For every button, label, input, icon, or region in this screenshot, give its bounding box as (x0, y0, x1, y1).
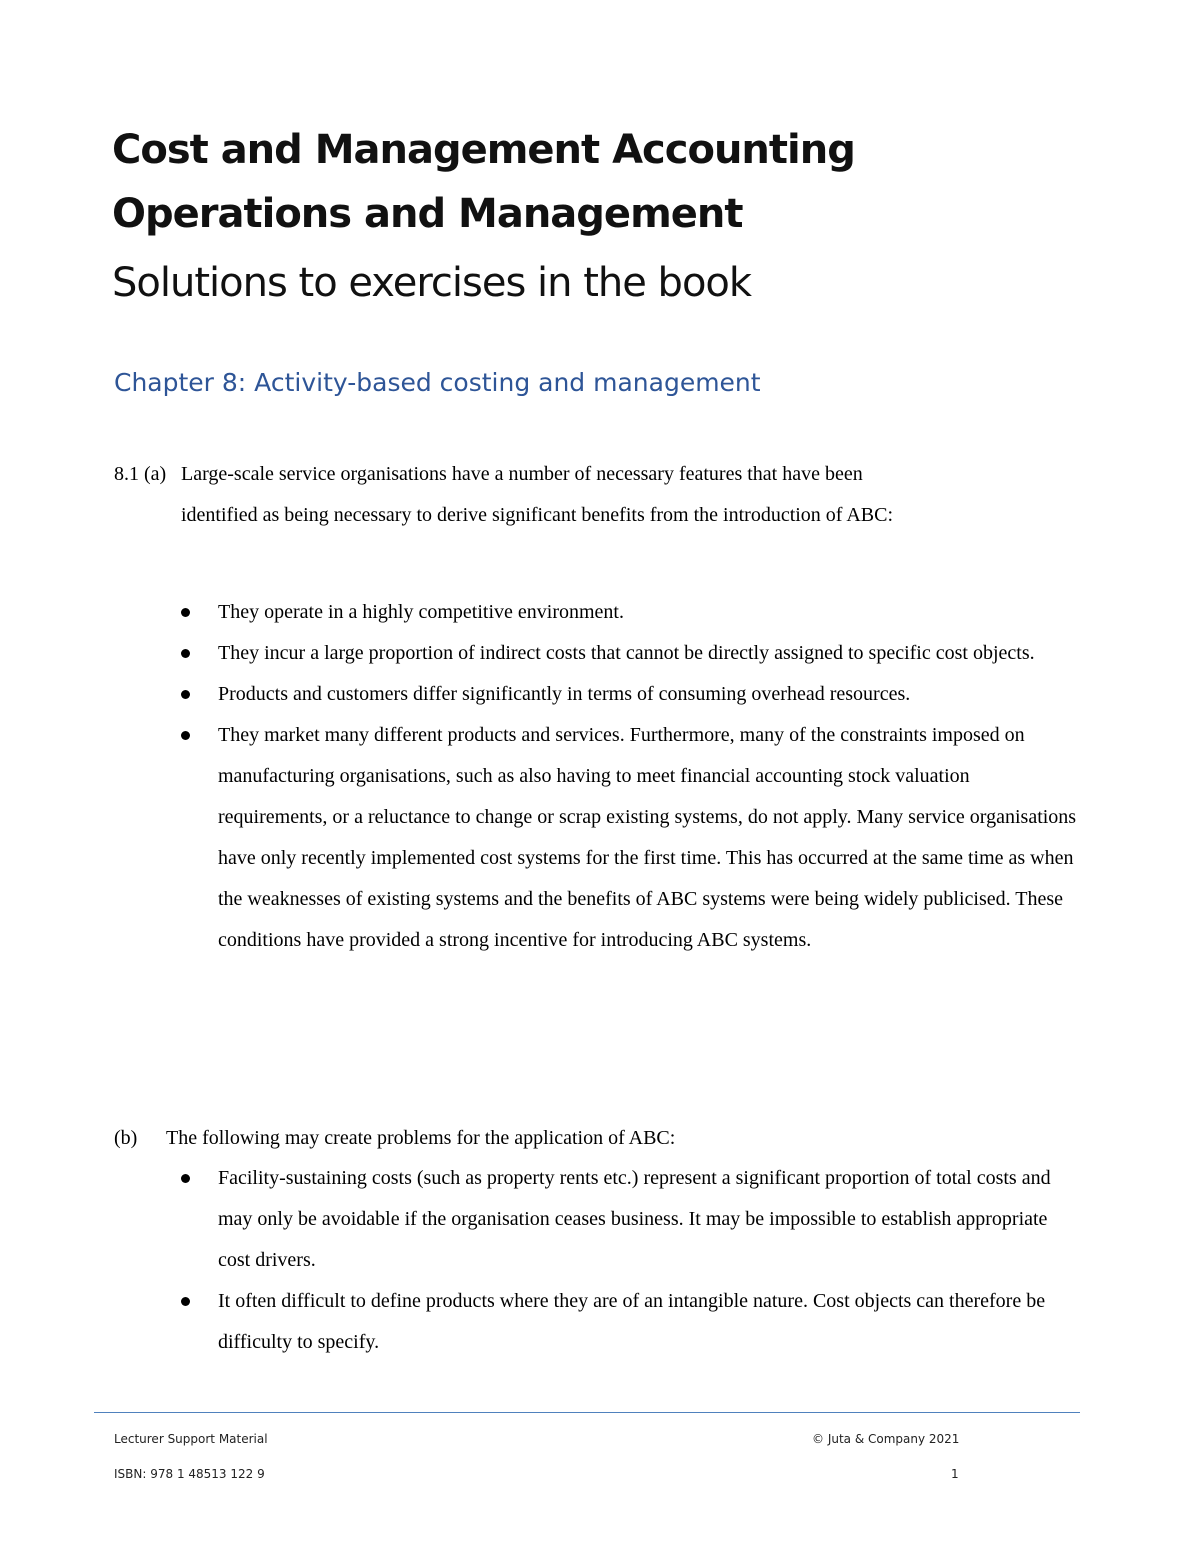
footer-isbn: ISBN: 978 1 48513 122 9 (114, 1467, 265, 1481)
bullet-icon (181, 649, 190, 658)
part-b-bullet-list (181, 1158, 1081, 1363)
bullet-icon (181, 1174, 190, 1183)
list-item (181, 674, 1081, 715)
bullet-text: Facility-sustaining costs (such as property rents etc.) represent a significant proportion of total costs and may only be avoidable if the organisation ceases business. It may be impossible to establish appropriate cost drivers. (218, 1167, 1051, 1271)
part-a-intro-line-1: Large-scale service organisations have a number of necessary features that have been (181, 463, 863, 485)
list-item (181, 715, 1081, 961)
bullet-icon (181, 731, 190, 740)
list-item (181, 1158, 1081, 1281)
bullet-icon (181, 608, 190, 617)
part-b-intro: The following may create problems for the application of ABC: (166, 1127, 676, 1149)
document-title-line-1: Cost and Management Accounting (112, 127, 855, 173)
bullet-icon (181, 690, 190, 699)
list-item (181, 592, 1081, 633)
footer-left-line-1: Lecturer Support Material (114, 1432, 268, 1446)
part-a-bullet-list (181, 592, 1081, 961)
footer-page-number: 1 (951, 1467, 959, 1481)
part-b-label: (b) (114, 1127, 138, 1149)
footer-copyright: © Juta & Company 2021 (812, 1432, 960, 1446)
list-item (181, 1281, 1081, 1363)
part-a-intro-line-2: identified as being necessary to derive significant benefits from the introduction of ABC: (181, 504, 894, 526)
bullet-text: They market many different products and services. Furthermore, many of the constraints imposed on manufacturing organisations, such as also having to meet financial accounting stock valuation requirements, or a reluctance to change or scrap existing systems, do not apply. Many service organisations have only recently implemented cost systems for the first time. This has occurred at the same time as when the weaknesses of existing systems and the benefits of ABC systems were being widely publicised. These conditions have provided a strong incentive for introducing ABC systems. (218, 724, 1077, 951)
document-title-line-2: Operations and Management (112, 191, 743, 237)
list-item (181, 633, 1081, 674)
document-subtitle: Solutions to exercises in the book (112, 260, 752, 306)
bullet-icon (181, 1297, 190, 1306)
question-number: 8.1 (a) (114, 463, 167, 485)
bullet-text: It often difficult to define products where they are of an intangible nature. Cost objects can therefore be difficulty to specify. (218, 1290, 1046, 1353)
bullet-text: Products and customers differ significantly in terms of consuming overhead resources. (218, 683, 911, 705)
bullet-text: They operate in a highly competitive environment. (218, 601, 624, 623)
footer-divider (94, 1412, 1080, 1413)
bullet-text: They incur a large proportion of indirect costs that cannot be directly assigned to specific cost objects. (218, 642, 1035, 664)
chapter-heading: Chapter 8: Activity-based costing and management (114, 368, 761, 397)
